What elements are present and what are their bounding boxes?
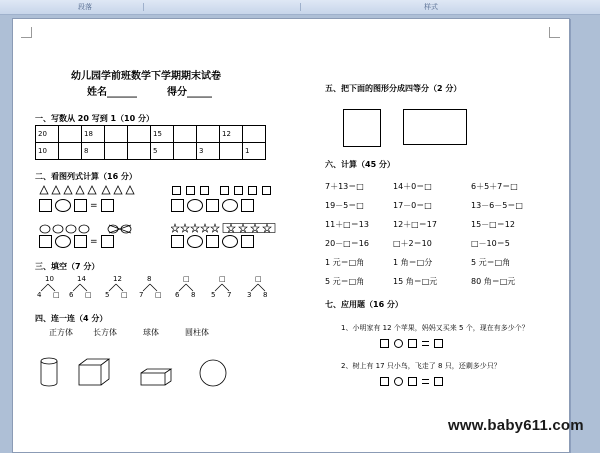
grid-cell: 12 — [220, 126, 243, 143]
section-5-heading: 五、把下面的图形分成四等分（2 分） — [325, 84, 462, 93]
answer-box[interactable] — [434, 339, 443, 348]
calc-problem: 5 元＝□角 — [325, 277, 365, 286]
grid-cell — [174, 126, 197, 143]
tree-left: 6 — [175, 291, 180, 299]
number-bond-tree — [173, 275, 201, 301]
grid-cell — [59, 126, 82, 143]
grid-cell — [128, 126, 151, 143]
operator-circle[interactable] — [187, 235, 203, 248]
name-field: 姓名______ — [87, 87, 137, 98]
tree-left: 6 — [69, 291, 74, 299]
grid-cell — [220, 143, 243, 160]
calc-problem: 15－□＝12 — [471, 220, 515, 229]
grid-cell — [59, 143, 82, 160]
ruler-tick — [300, 3, 301, 11]
tree-left: 5 — [105, 291, 110, 299]
tree-right: □ — [121, 291, 128, 299]
answer-box[interactable] — [380, 377, 389, 386]
tree-top: 10 — [45, 275, 54, 283]
grid-cell — [197, 126, 220, 143]
grid-row-1 — [36, 126, 266, 143]
document-page — [12, 18, 570, 453]
section-3-heading: 三、填空（7 分） — [35, 262, 100, 271]
ruler-right-label: 样式 — [424, 3, 438, 11]
section-1-heading: 一、写数从 20 写到 1（10 分） — [35, 114, 154, 123]
tree-top: □ — [255, 275, 262, 283]
small-square — [172, 186, 181, 195]
answer-box[interactable] — [74, 235, 87, 248]
calc-problem: □＋2＝10 — [393, 239, 432, 248]
calc-problem: 12＋□＝17 — [393, 220, 437, 229]
grid-cell: 5 — [151, 143, 174, 160]
tree-top: □ — [183, 275, 190, 283]
equation-row — [171, 235, 254, 248]
operator-circle[interactable] — [394, 377, 403, 386]
label-cylinder: 圆柱体 — [185, 328, 209, 337]
word-problem-2: 2、树上有 17 只小鸟，飞走了 8 只，还剩多少只？ — [341, 362, 501, 370]
tree-left: 3 — [247, 291, 252, 299]
tree-left: 4 — [37, 291, 42, 299]
number-bond-tree — [103, 275, 131, 301]
small-square — [262, 186, 271, 195]
number-bond-tree — [209, 275, 237, 301]
answer-row-1 — [379, 339, 444, 348]
answer-box[interactable] — [206, 235, 219, 248]
answer-box[interactable] — [241, 235, 254, 248]
calc-problem: 1 角＝□分 — [393, 258, 433, 267]
watermark: www.baby611.com — [448, 417, 584, 434]
equals-sign: = — [90, 200, 98, 211]
calc-problem: 20－□＝16 — [325, 239, 369, 248]
calc-problem: 11＋□＝13 — [325, 220, 369, 229]
answer-box[interactable] — [241, 199, 254, 212]
operator-circle[interactable] — [55, 199, 71, 212]
grid-cell: 18 — [82, 126, 105, 143]
section-7-heading: 七、应用题（16 分） — [325, 300, 403, 309]
answer-box[interactable] — [101, 199, 114, 212]
grid-cell: 1 — [243, 143, 266, 160]
number-bond-tree — [137, 275, 165, 301]
square-picture — [171, 185, 272, 195]
grid-cell — [128, 143, 151, 160]
number-grid — [35, 125, 266, 160]
small-square — [248, 186, 257, 195]
operator-circle[interactable] — [394, 339, 403, 348]
equation-row — [39, 235, 114, 248]
grid-cell: 10 — [36, 143, 59, 160]
tree-left: 7 — [139, 291, 144, 299]
word-problem-1: 1、小明家有 12 个苹果，妈妈又买来 5 个，现在有多少个？ — [341, 324, 529, 332]
rectangle-to-divide — [403, 109, 467, 145]
answer-box[interactable] — [434, 377, 443, 386]
tree-right: 8 — [263, 291, 268, 299]
operator-circle[interactable] — [222, 235, 238, 248]
calc-problem: 7＋13＝□ — [325, 182, 364, 191]
equation-row — [39, 199, 114, 212]
answer-box[interactable] — [171, 199, 184, 212]
equals-sign — [422, 341, 429, 346]
small-square — [220, 186, 229, 195]
answer-box[interactable] — [171, 235, 184, 248]
ruler-left-label: 段落 — [78, 3, 92, 11]
answer-box[interactable] — [39, 199, 52, 212]
grid-cell: 20 — [36, 126, 59, 143]
crop-mark — [549, 27, 560, 38]
calc-problem: 15 角＝□元 — [393, 277, 438, 286]
grid-cell — [105, 143, 128, 160]
answer-box[interactable] — [408, 339, 417, 348]
triangle-picture — [39, 185, 139, 195]
calc-problem: 5 元＝□角 — [471, 258, 511, 267]
section-2-heading: 二、看图列式计算（16 分） — [35, 172, 137, 181]
number-bond-tree — [35, 275, 63, 301]
tree-right: 7 — [227, 291, 232, 299]
answer-box[interactable] — [39, 235, 52, 248]
tree-left: 5 — [211, 291, 216, 299]
operator-circle[interactable] — [222, 199, 238, 212]
operator-circle[interactable] — [187, 199, 203, 212]
equation-row — [171, 199, 254, 212]
small-square — [186, 186, 195, 195]
oval-picture — [39, 223, 139, 235]
small-square — [200, 186, 209, 195]
tree-right: □ — [155, 291, 162, 299]
tree-right: □ — [53, 291, 60, 299]
section-4-heading: 四、连一连（4 分） — [35, 314, 108, 323]
calc-problem: 1 元＝□角 — [325, 258, 365, 267]
answer-box[interactable] — [206, 199, 219, 212]
number-bond-tree — [245, 275, 273, 301]
grid-cell — [243, 126, 266, 143]
calc-problem: 17－0＝□ — [393, 201, 432, 210]
calc-problem: □－10＝5 — [471, 239, 510, 248]
score-field: 得分_____ — [167, 87, 212, 98]
document-title: 幼儿园学前班数学下学期期末试卷 — [71, 71, 221, 82]
calc-problem: 14＋0＝□ — [393, 182, 432, 191]
number-bond-tree — [67, 275, 95, 301]
grid-cell: 8 — [82, 143, 105, 160]
answer-box[interactable] — [74, 199, 87, 212]
crop-mark — [21, 27, 32, 38]
grid-cell — [105, 126, 128, 143]
grid-cell — [174, 143, 197, 160]
equals-sign: = — [90, 236, 98, 247]
ruler-tick — [143, 3, 144, 11]
label-sphere: 球体 — [143, 328, 159, 337]
ruler — [0, 0, 600, 15]
section-6-heading: 六、计算（45 分） — [325, 160, 395, 169]
calc-problem: 13－6－5＝□ — [471, 201, 523, 210]
grid-cell: 15 — [151, 126, 174, 143]
small-square — [234, 186, 243, 195]
answer-box[interactable] — [101, 235, 114, 248]
grid-cell: 3 — [197, 143, 220, 160]
calc-problem: 6＋5＋7＝□ — [471, 182, 518, 191]
tree-top: 14 — [77, 275, 86, 283]
label-cuboid: 长方体 — [93, 328, 117, 337]
tree-right: 8 — [191, 291, 196, 299]
calc-problem: 19－5＝□ — [325, 201, 364, 210]
solid-shapes — [37, 357, 227, 391]
star-picture — [171, 223, 281, 233]
operator-circle[interactable] — [55, 235, 71, 248]
answer-box[interactable] — [408, 377, 417, 386]
tree-top: 12 — [113, 275, 122, 283]
answer-row-2 — [379, 377, 444, 386]
equals-sign — [422, 379, 429, 384]
tree-right: □ — [85, 291, 92, 299]
square-to-divide — [343, 109, 381, 147]
calc-problem: 80 角＝□元 — [471, 277, 516, 286]
grid-row-2 — [36, 143, 266, 160]
label-cube: 正方体 — [49, 328, 73, 337]
answer-box[interactable] — [380, 339, 389, 348]
tree-top: □ — [219, 275, 226, 283]
tree-top: 8 — [147, 275, 152, 283]
